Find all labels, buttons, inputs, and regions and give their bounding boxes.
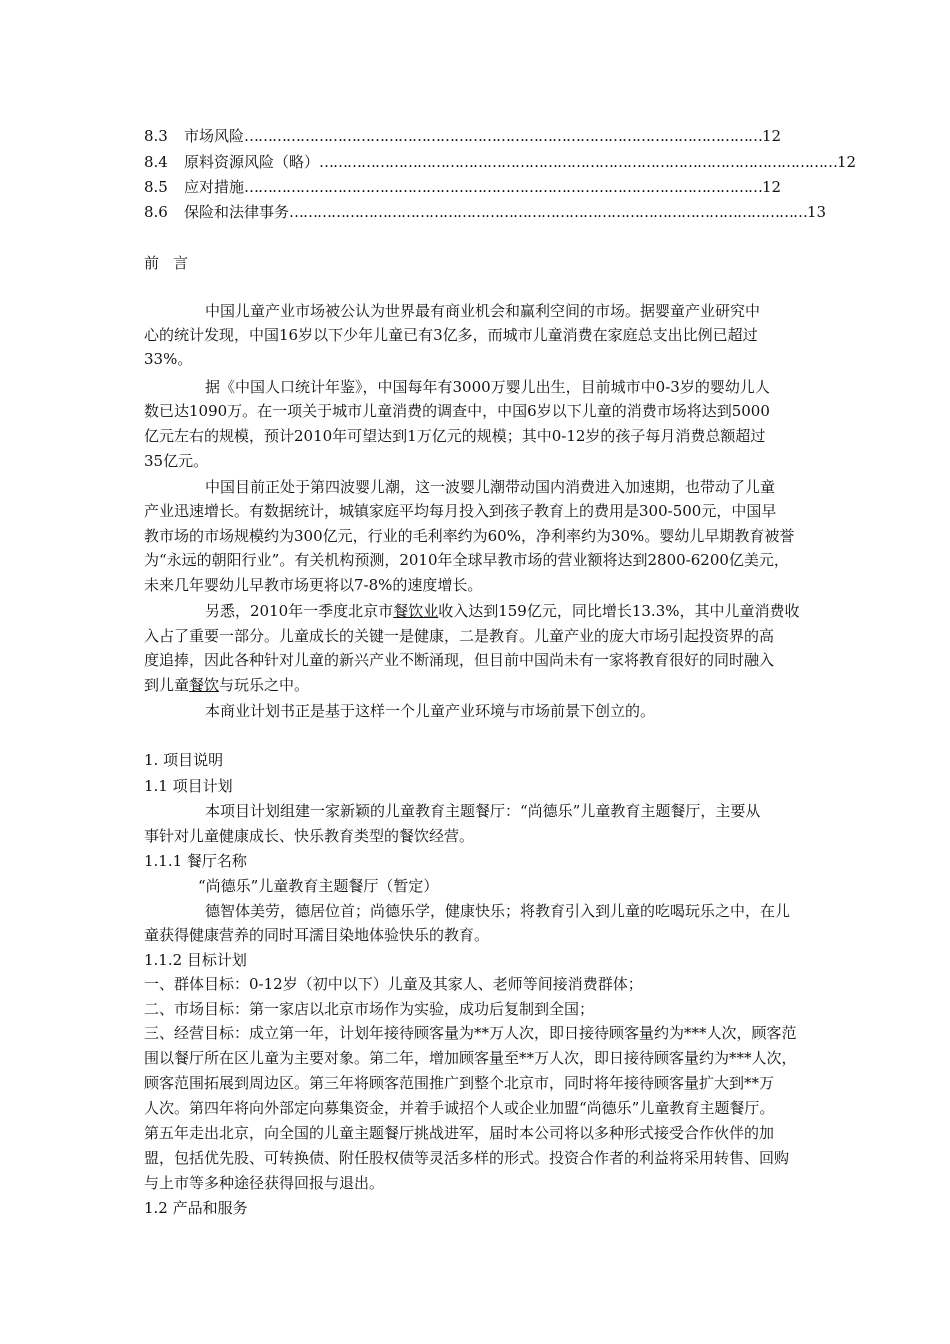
paragraph-line: 围以餐厅所在区儿童为主要对象。第二年，增加顾客量至**万人次，即日接待顾客量约为***人次， <box>144 1049 797 1067</box>
subsection-heading: 1.1.1 餐厅名称 <box>144 852 247 870</box>
toc-number: 8.4 <box>144 153 168 171</box>
section-heading: 1. 项目说明 <box>144 751 224 769</box>
restaurant-name: “尚德乐”儿童教育主题餐厅（暂定） <box>198 877 439 895</box>
text-span: 与玩乐之中。 <box>219 676 310 694</box>
paragraph-line: 本商业计划书正是基于这样一个儿童产业环境与市场前景下创立的。 <box>205 702 656 720</box>
toc-leader: ………………………………………………………………………………………………… <box>244 178 763 196</box>
paragraph-line: 度追捧，因此各种针对儿童的新兴产业不断涌现，但目前中国尚未有一家将教育很好的同时融入 <box>144 651 775 669</box>
toc-entry[interactable] <box>144 151 857 173</box>
paragraph-line <box>144 674 810 696</box>
paragraph-line: 本项目计划组建一家新颖的儿童教育主题餐厅：“尚德乐”儿童教育主题餐厅，主要从 <box>205 802 761 820</box>
toc-number: 8.5 <box>144 178 168 196</box>
catering-link[interactable]: 餐饮业 <box>393 602 439 620</box>
paragraph-line: 为“永远的朝阳行业”。有关机构预测，2010年全球早教市场的营业额将达到2800-6200亿美元， <box>144 551 789 569</box>
catering-link[interactable]: 餐饮 <box>189 676 220 694</box>
paragraph-line: 亿元左右的规模，预计2010年可望达到1万亿元的规模；其中0-12岁的孩子每月消费总额超过 <box>144 427 766 445</box>
paragraph-line: 事针对儿童健康成长、快乐教育类型的餐饮经营。 <box>144 827 475 845</box>
preface-heading: 前言 <box>144 254 203 272</box>
toc-page: 12 <box>762 178 782 196</box>
toc-title: 应对措施 <box>184 178 245 196</box>
toc-leader: ………………………………………………………………………………………………… <box>244 127 763 145</box>
toc-title: 市场风险 <box>184 127 245 145</box>
toc-number: 8.6 <box>144 203 168 221</box>
paragraph-line: 入占了重要一部分。儿童成长的关键一是健康，二是教育。儿童产业的庞大市场引起投资界的高 <box>144 627 775 645</box>
toc-number: 8.3 <box>144 127 168 145</box>
toc-title: 保险和法律事务 <box>184 203 290 221</box>
paragraph-line: 产业迅速增长。有数据统计，城镇家庭平均每月投入到孩子教育上的费用是300-500元，中国早 <box>144 502 777 520</box>
paragraph-line: 据《中国人口统计年鉴》，中国每年有3000万婴儿出生，目前城市中0-3岁的婴幼儿人 <box>205 378 770 396</box>
paragraph-line: 数已达1090万。在一项关于城市儿童消费的调查中，中国6岁以下儿童的消费市场将达到5000 <box>144 402 770 420</box>
subsection-heading: 1.1.2 目标计划 <box>144 951 247 969</box>
paragraph-line: 未来几年婴幼儿早教市场更将以7-8%的速度增长。 <box>144 576 483 594</box>
paragraph-line: 教市场的市场规模约为300亿元，行业的毛利率约为60%，净利率约为30%。婴幼儿早期教育被誉 <box>144 527 795 545</box>
paragraph-line: 盟，包括优先股、可转换债、附任股权债等灵活多样的形式。投资合作者的利益将采用转售、回购 <box>144 1149 790 1167</box>
paragraph-line: 中国儿童产业市场被公认为世界最有商业机会和赢利空间的市场。据婴童产业研究中 <box>205 302 761 320</box>
paragraph-line: 人次。第四年将向外部定向募集资金，并着手诚招个人或企业加盟“尚德乐”儿童教育主题餐厅。 <box>144 1099 775 1117</box>
text-span: 另悉，2010年一季度北京市 <box>205 602 394 620</box>
paragraph-line: 与上市等多种途径获得回报与退出。 <box>144 1174 385 1192</box>
toc-page: 12 <box>762 127 782 145</box>
paragraph-line: 35亿元。 <box>144 452 209 470</box>
goal-line: 一、群体目标：0-12岁（初中以下）儿童及其家人、老师等间接消费群体； <box>144 975 643 993</box>
text-span: 收入达到159亿元，同比增长13.3%，其中儿童消费收 <box>438 602 800 620</box>
paragraph-line: 中国目前正处于第四波婴儿潮，这一波婴儿潮带动国内消费进入加速期，也带动了儿童 <box>205 478 776 496</box>
toc-page: 12 <box>837 153 857 171</box>
paragraph-line: 第五年走出北京，向全国的儿童主题餐厅挑战进军，届时本公司将以多种形式接受合作伙伴的加 <box>144 1124 775 1142</box>
paragraph-line <box>205 600 810 622</box>
paragraph-line: 顾客范围拓展到周边区。第三年将顾客范围推广到整个北京市，同时将年接待顾客量扩大到**万 <box>144 1074 775 1092</box>
goal-line: 三、经营目标：成立第一年，计划年接待顾客量为**万人次，即日接待顾客量约为***人次，顾客范 <box>144 1024 797 1042</box>
toc-leader: ………………………………………………………………………………………………… <box>319 153 838 171</box>
goal-line: 二、市场目标：第一家店以北京市场作为实验，成功后复制到全国； <box>144 1000 595 1018</box>
subsection-heading: 1.1 项目计划 <box>144 777 233 795</box>
paragraph-line: 心的统计发现，中国16岁以下少年儿童已有3亿多，而城市儿童消费在家庭总支出比例已超过 <box>144 326 758 344</box>
toc-page: 13 <box>807 203 827 221</box>
toc-entry[interactable] <box>144 201 827 223</box>
paragraph-line: 德智体美劳，德居位首；尚德乐学，健康快乐；将教育引入到儿童的吃喝玩乐之中，在儿 <box>205 902 791 920</box>
toc-leader: ………………………………………………………………………………………………… <box>289 203 808 221</box>
toc-title: 原料资源风险（略） <box>184 153 320 171</box>
paragraph-line: 童获得健康营养的同时耳濡目染地体验快乐的教育。 <box>144 926 490 944</box>
toc-entry[interactable] <box>144 176 782 198</box>
text-span: 到儿童 <box>144 676 190 694</box>
toc-entry[interactable] <box>144 125 782 147</box>
subsection-heading: 1.2 产品和服务 <box>144 1199 248 1217</box>
paragraph-line: 33%。 <box>144 350 193 368</box>
